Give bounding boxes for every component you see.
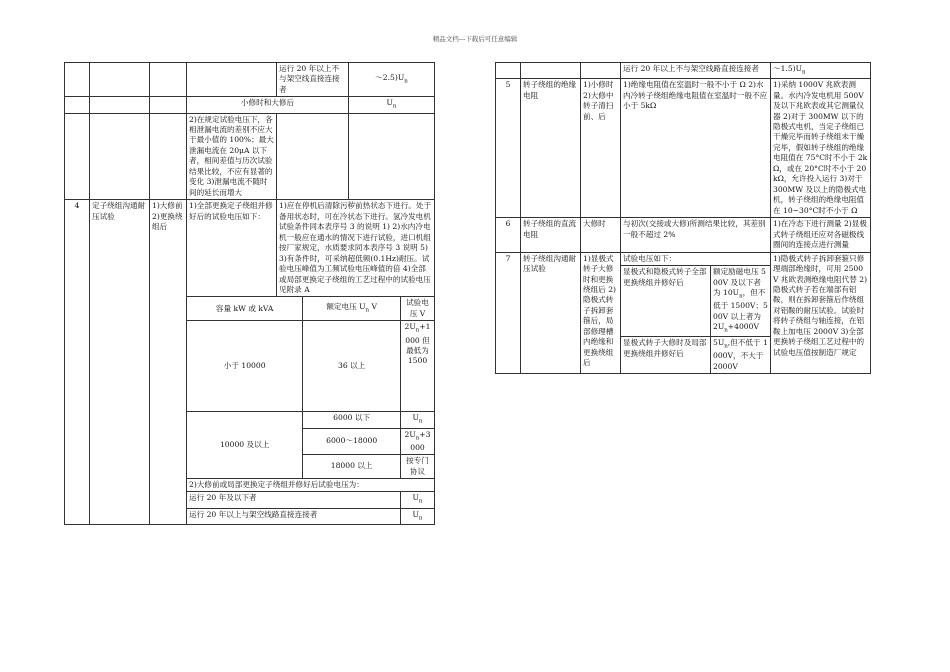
item-note: 1)隐极式转子拆卸套箍只修理端部绝缘时，可用 2500V 兆欧表测绝缘电阻代替 2)隐极式转子若在端部有铝鞍，则在拆卸套箍后作绕组对铝鞍的耐压试验。试验时将转子绕组与轴连接，在铝鞍上加电压 2000V 3)全部更换转子绕组工艺过程中的试验电压值按制造厂规定: [771, 252, 871, 374]
cell-value: 按专门协议: [400, 455, 434, 479]
cell-text: 2)在规定试验电压下，各相泄漏电流的差别不应大于最小值的 100%；最大泄漏电流在 20μA 以下者，相间差值与历次试验结果比较，不应有显著的变化 3)泄漏电流不随时间的延长而增大: [187, 113, 277, 200]
item-name: 转子绕组的绝缘电阻: [521, 79, 581, 218]
item-number: 7: [496, 252, 521, 374]
cell-text: 小修时和大修后: [187, 97, 349, 113]
item-note: 1)采纳 1000V 兆欧表测量。水内冷发电机用 500V 及以下兆欧表或其它测量仪器 2)对于 300MW 以下的隐极式电机，当定子绕组已干燥完毕而转子绕组未干燥完毕，假如转子绕组的绝缘电阻值在 75°C时不小于 2kΩ，或在 20°C时不小于 20kΩ，允许投入运行 3)对于 300MW 及以上的隐极式电机，转子绕组的绝缘电阻值在 10~30°C时不小于 Ω: [771, 79, 871, 218]
cell-text: 2)大修前或局部更换定子绕组并修好后试验电压为：: [187, 479, 434, 492]
cell-value: $\sim 2.5)U_n$: [349, 63, 435, 97]
item-name: 转子绕组沟通耐压试验: [521, 252, 581, 374]
item-number: 6: [496, 218, 521, 252]
cell-value: $U_n$: [349, 97, 435, 113]
cell-text: 18000 以上: [303, 455, 401, 479]
cell-text: 显极式和隐极式转子全部更换绕组并修好后: [621, 266, 711, 337]
cell-text: 运行 20 年以上与架空线路直接连接者: [187, 508, 400, 524]
cell-value: $U_n$: [400, 412, 434, 428]
right-page: [495, 62, 870, 374]
cell-text: 10000 及以上: [187, 412, 303, 479]
item-number: 4: [65, 200, 90, 524]
cell-value: $U_n$: [400, 492, 434, 508]
col-header: 额定电压 $U_n$ V: [303, 297, 401, 320]
item-basis: 与初次(交接或大修)所测结果比较，其差别一般不超过 2%: [621, 218, 771, 252]
cell-value: $2U_n+1000$ 但最低为 1500: [400, 321, 434, 412]
cell-value: $2U_n+3000$: [400, 428, 434, 455]
cell-value: $\sim 1.5)U_n$: [771, 63, 871, 79]
item-basis: 1)全部更换定子绕组并修好后的试验电压如下：: [187, 200, 277, 297]
item-name: 定子绕组沟通耐压试验: [90, 200, 150, 524]
item-basis: 1)绝缘电阻值在室温时一般不小于 Ω 2)水内冷转子绕组绝缘电阻值在室温时一般不应小于 5kΩ: [621, 79, 771, 218]
cell-text: 6000～18000: [303, 428, 401, 455]
basis-title: 试验电压如下：: [621, 252, 771, 265]
item-period: 1)大修前 2)更换绕组后: [150, 200, 187, 524]
item-note: 1)应在停机后清除污秽前热状态下进行。处于备用状态时，可在冷状态下进行。氢冷发电机试验条件同本表序号 3 的说明 1) 2)水内冷电机一般应在通水的情况下进行试验，进口机组按厂家规定，水质要求同本表序号 3 说明 5) 3)有条件时，可采纳超低频(0.1Hz)耐压。试验电压峰值为工频试验电压峰值的倍 4)全部或局部更换定子绕组的工艺过程中的试验电压见附录 A: [277, 200, 435, 297]
cell-text: 运行 20 年及以下者: [187, 492, 400, 508]
page-header: 精品文档---下载后可任意编辑: [432, 35, 518, 43]
item-period: 大修时: [581, 218, 621, 252]
item-period: 1)显极式转子大修时和更换绕组后 2)隐极式转子拆卸套箍后，局部修理槽内绝缘和更换绕组后: [581, 252, 621, 374]
left-page: [64, 62, 434, 525]
cell-value: 额定励磁电压 500V 及以下者为 $10U_n$，但不低于 1500V；500V 以上者为 $2U_n+4000V$: [711, 266, 771, 337]
left-table: [64, 62, 435, 525]
item-name: 转子绕组的直流电阻: [521, 218, 581, 252]
item-note: 1)在冷态下进行测量 2)显极式转子绕组还应对各磁极线圈间的连接点进行测量: [771, 218, 871, 252]
col-header: 容量 kW 或 kVA: [187, 297, 303, 320]
col-header: 试验电压 V: [400, 297, 434, 320]
cell-value: $U_n$: [400, 508, 434, 524]
item-period: 1)小修时 2)大修中转子清扫前、后: [581, 79, 621, 218]
right-table: [495, 62, 871, 374]
cell-text: 显极式转子大修时及局部更换绕组并修好后: [621, 337, 711, 374]
item-number: 5: [496, 79, 521, 218]
cell-text: 36 以上: [303, 321, 401, 412]
cell-text: 运行 20 年以上不与架空线路直接连接者: [621, 63, 771, 79]
cell-text: 6000 以下: [303, 412, 401, 428]
cell-value: $5U_n$,但不低于 1000V，不大于 2000V: [711, 337, 771, 374]
voltage-subtable: [187, 297, 434, 523]
cell-text: 运行 20 年以上不与架空线直接连接者: [277, 63, 349, 97]
cell-text: 小于 10000: [187, 321, 303, 412]
